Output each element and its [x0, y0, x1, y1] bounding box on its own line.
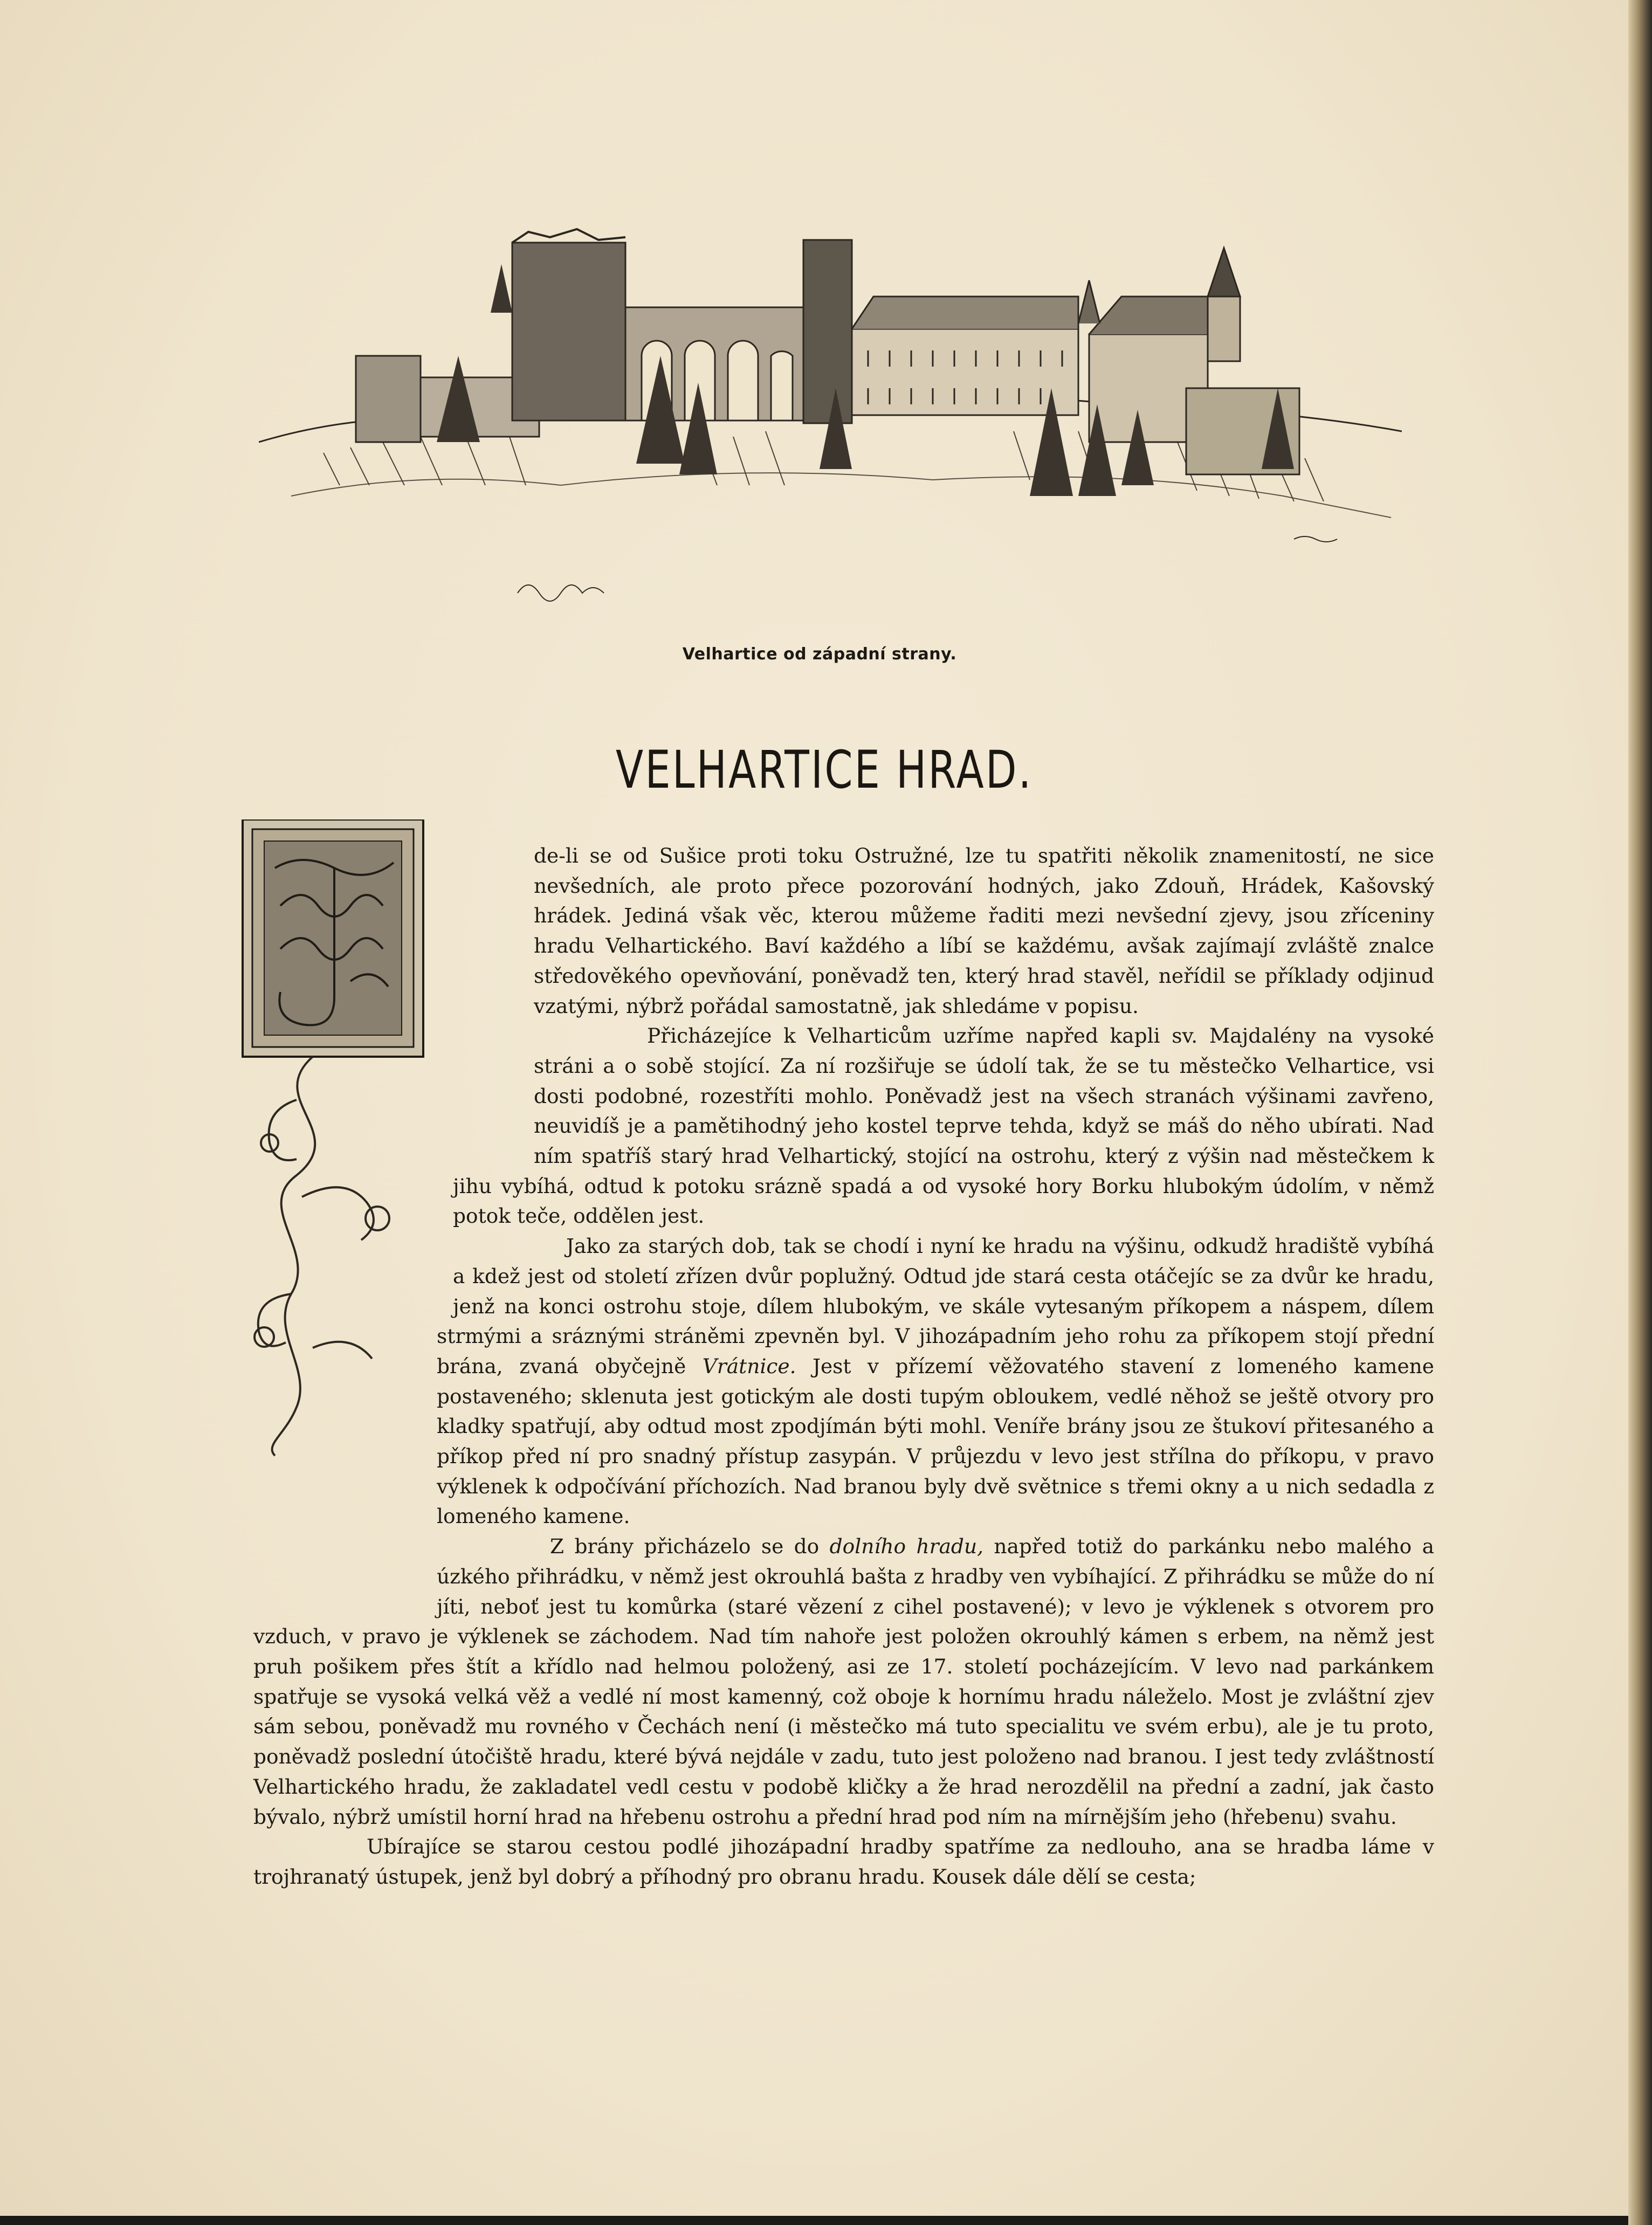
initial-float-spacer [253, 1154, 453, 1305]
text-run: Z brány přicházelo se do [550, 1534, 830, 1559]
text-run: de-li se od Sušice proti toku Ostružné, lze tu spatřiti několik znamenitostí, ne sice nevšedních, ale proto přece pozorování hodných, jako Zdouň, Hrádek, Kašovský hrádek. Jediná však věc, kterou můžeme řaditi mezi nevšední zjevy, jsou zříceniny hradu Velhartického. Baví každého a líbí se každému, avšak zajímají zvláště znalce středověkého opevňování, poněvadž ten, který hrad stavěl, neřídil se příklady odjinud vzatými, nýbrž pořádal samostatně, jak shledáme v popisu. [534, 844, 1434, 1018]
text-run: Jest v přízemí věžovatého stavení z lomeného kamene postaveného; sklenuta jest gotickým ale dosti tupým obloukem, vedlé něhož se ještě otvory pro kladky spatřují, aby odtud most zpodjímán býti mohl. Veníře brány jsou ze štukoví přitesaného a příkop před ní pro snadný přístup zasypán. V průjezdu v levo jest střílna do příkopu, v pravo výklenek k odpočívání příchozích. Nad branou byly dvě světnice s třemi okny a u nich sedadla z lomeného kamene. [437, 1354, 1434, 1528]
paragraph [253, 1832, 1434, 1892]
illustration-caption: Velhartice od západní strany. [682, 645, 957, 664]
initial-float-spacer [253, 841, 534, 1154]
text-run: napřed totiž do parkánku nebo malého a úzkého přihrádku, v němž jest okrouhlá bašta z hradby ven vybíhající. Z přihrádku se může do ní jíti, neboť jest tu komůrka (staré vězení z cihel postavené); v levo je výklenek s otvorem pro vzduch, v pravo je výklenek se záchodem. Nad tím nahoře jest položen okrouhlý kámen s erbem, na němž jest pruh pošikem přes štít a křídlo nad helmou položený, asi ze 17. století pocházejícím. V levo nad parkánkem spatřuje se vysoká velká věž a vedlé ní most kamenný, což oboje k hornímu hradu náleželo. Most je zvláštní zjev sám sebou, poněvadž mu rovného v Čechách není (i městečko má tuto specialitu ve svém erbu), ale je tu proto, poněvadž poslední útočiště hradu, které bývá nejdále v zadu, tuto jest položeno nad branou. I jest tedy zvláštností Velhartického hradu, že zakladatel vedl cestu v podobě kličky a že hrad nerozdělil na přední a zadní, jak často bývalo, nýbrž umístil horní hrad na hřebenu ostrohu a přední hrad pod ním na mírnějším jeho (hřebenu) svahu. [253, 1534, 1434, 1829]
article-title: VELHARTICE HRAD. [616, 740, 1033, 800]
scan-page-edge [1628, 0, 1652, 2225]
initial-float-spacer [253, 1305, 437, 1609]
italic-term: dolního hradu, [829, 1534, 984, 1559]
text-run: Ubírajíce se starou cestou podlé jihozápadní hradby spatříme za nedlouho, ana se hradba láme v trojhranatý ústupek, jenž byl dobrý a příhodný pro obranu hradu. Kousek dále dělí se cesta; [253, 1835, 1434, 1889]
italic-term: Vrátnice. [702, 1354, 796, 1378]
castle-ruins-engraving-icon [259, 229, 1402, 601]
text-run: Jako za starých dob, tak se chodí i nyní ke hradu na výšinu, odkudž hradiště vybíhá a kdež jest od století zřízen dvůr poplužný. Odtud jde stará cesta otáčejíc se za dvůr ke hradu, jenž na konci ostrohu stoje, dílem hlubokým, ve skále vytesaným příkopem a náspem, dílem strmými a sráznými stráněmi zpevněn byl. V jihozápadním jeho rohu za příkopem stojí přední brána, zvaná obyčejně [437, 1234, 1434, 1378]
text-run: Přicházejíce k Velharticům uzříme napřed kapli sv. Majdalény na vysoké stráni a o sobě stojící. Za ní rozšiřuje se údolí tak, že se tu městečko Velhartice, vsi dosti podobné, rozestříti mohlo. Poněvadž jest na všech stranách výšinami zavřeno, neuvidíš je a pamětihodný jeho kostel teprve tehda, když se máš do něho ubírati. Nad ním spatříš starý hrad Velhartický, stojící na ostrohu, který z výšin nad městečkem k jihu vybíhá, odtud k potoku srázně spadá a od vysoké hory Borku hlubokým údolím, v němž potok teče, oddělen jest. [453, 1024, 1434, 1228]
article-body [253, 841, 1434, 2000]
castle-illustration [259, 216, 1402, 636]
